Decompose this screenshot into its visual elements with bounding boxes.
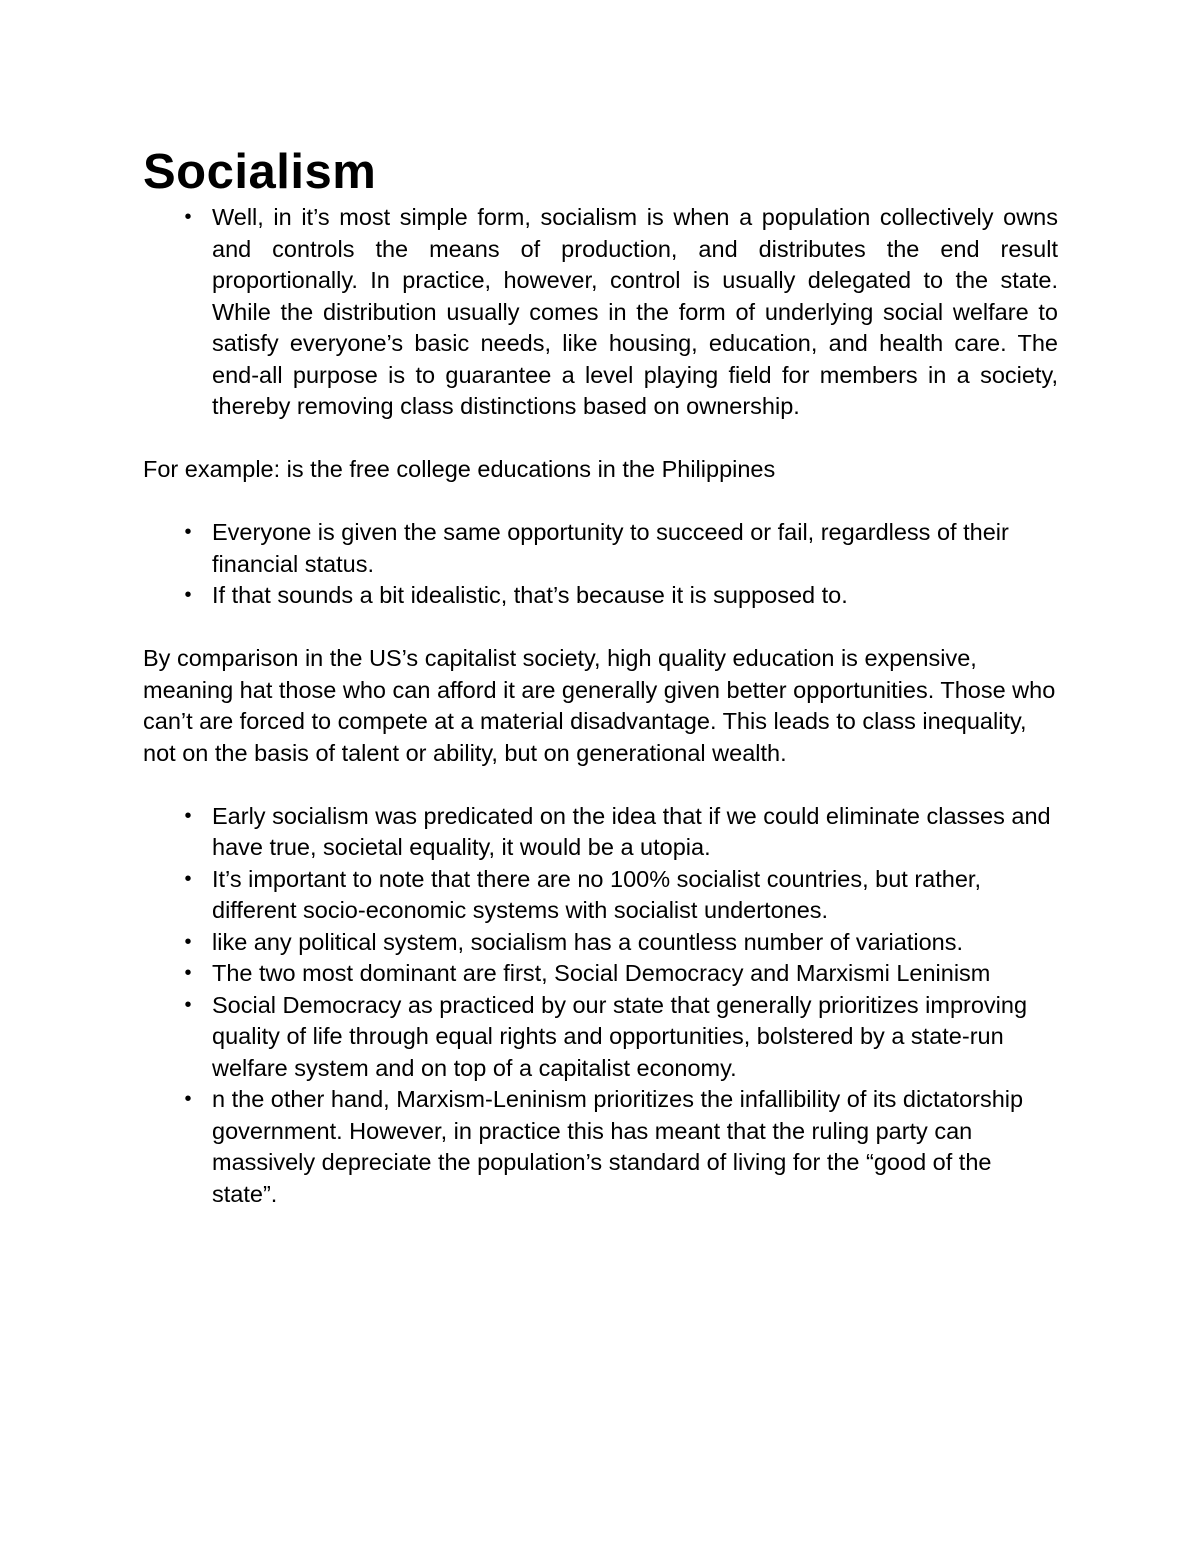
list-item [143, 990, 1058, 1085]
intro-bullet-list [143, 202, 1058, 423]
bullet-icon: • [184, 1088, 192, 1110]
list-item-text: If that sounds a bit idealistic, that’s because it is supposed to. [212, 582, 848, 608]
spacer [143, 769, 1058, 801]
document-page [143, 140, 1058, 1210]
spacer [143, 612, 1058, 644]
list-item [143, 864, 1058, 927]
list-item [143, 801, 1058, 864]
list-item-text: Well, in it’s most simple form, socialism is when a population collectively owns and controls the means of production, and distributes the end result proportionally. In practice, however, control is usually delegated to the state. While the distribution usually comes in the form of underlying social welfare to satisfy everyone’s basic needs, like housing, education, and health care. The end-all purpose is to guarantee a level playing field for members in a society, thereby removing class distinctions based on ownership. [212, 204, 1058, 419]
spacer [143, 486, 1058, 518]
list-item-text: n the other hand, Marxism-Leninism prioritizes the infallibility of its dictatorship government. However, in practice this has meant that the ruling party can massively depreciate the population’s standard of living for the “good of the state”. [212, 1086, 1024, 1207]
list-item [143, 927, 1058, 959]
bullet-icon: • [184, 206, 192, 228]
bullet-icon: • [184, 804, 192, 827]
list-item-text: Early socialism was predicated on the idea that if we could eliminate classes and have true, societal equality, it would be a utopia. [212, 802, 1051, 860]
bullet-icon: • [184, 867, 192, 890]
bullet-icon: • [184, 962, 192, 984]
list-item-text: It’s important to note that there are no 100% socialist countries, but rather, different socio-economic systems with socialist undertones. [212, 865, 981, 923]
list-item [143, 517, 1058, 580]
example-paragraph: For example: is the free college educations in the Philippines [143, 456, 776, 482]
list-item-text: Everyone is given the same opportunity to succeed or fail, regardless of their financial status. [212, 519, 1009, 577]
spacer [143, 423, 1058, 455]
bullet-icon: • [184, 521, 192, 543]
comparison-paragraph: By comparison in the US’s capitalist society, high quality education is expensive, meaning hat those who can afford it are generally given better opportunities. Those who can’t are forced to compete at a material disadvantage. This leads to class inequality, not on the basis of talent or ability, but on generational wealth. [143, 645, 1056, 766]
page-title: Socialism [143, 145, 377, 199]
bullet-icon: • [184, 993, 192, 1016]
list-item [143, 580, 1058, 612]
list-item-text: The two most dominant are first, Social Democracy and Marxismi Leninism [212, 960, 991, 986]
final-bullet-list [143, 801, 1058, 1211]
list-item [143, 1084, 1058, 1210]
list-item [143, 958, 1058, 990]
bullet-icon: • [184, 584, 192, 606]
list-item [143, 202, 1058, 423]
example-bullet-list [143, 517, 1058, 612]
list-item-text: Social Democracy as practiced by our state that generally prioritizes improving quality of life through equal rights and opportunities, bolstered by a state-run welfare system and on top of a capitalist economy. [212, 991, 1028, 1081]
bullet-icon: • [184, 930, 192, 953]
list-item-text: like any political system, socialism has a countless number of variations. [212, 928, 964, 955]
